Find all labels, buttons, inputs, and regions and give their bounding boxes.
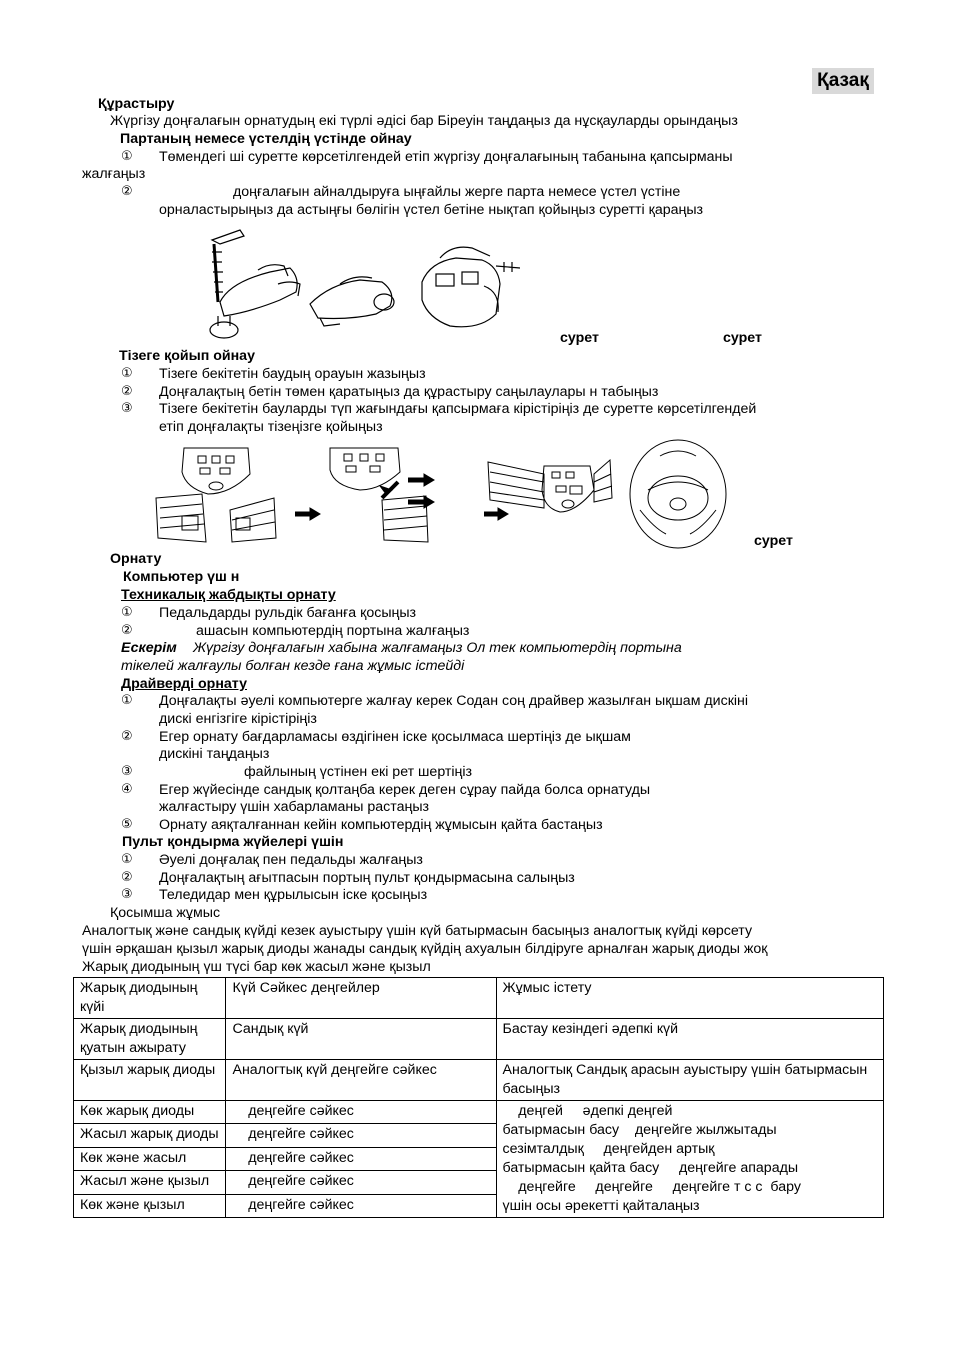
- wheel-clamp-illustration: [200, 222, 540, 344]
- step-marker: ②: [121, 184, 133, 199]
- step-marker: ②: [121, 384, 133, 399]
- table-cell: Сандық күй: [226, 1019, 496, 1060]
- driver-step: Орнату аяқталғаннан кейін компьютердің жұмысын қайта бастаңыз: [159, 817, 603, 833]
- table-header-cell: Жарық диодының күйі: [74, 978, 226, 1019]
- assembly-intro: Жүргізу доңғалағын орнатудың екі түрлі әдісі бар Біреуін таңдаңыз да нұсқауларды орындаңыз: [110, 113, 738, 129]
- pc-heading: Компьютер үш н: [123, 569, 240, 585]
- table-row: [74, 1019, 884, 1060]
- table-cell: Көк және қызыл: [74, 1194, 226, 1217]
- action-line: деңгейге деңгейге деңгейге т с с бару: [502, 1179, 801, 1195]
- lap-step3-line2: етіп доңғалақты тізеңізге қойыңыз: [159, 419, 383, 435]
- table-cell-merged-action: [496, 1101, 883, 1218]
- driver-step: дискі енгізгіге кірістіріңіз: [159, 711, 317, 727]
- extra-paragraph: үшін әрқашан қызыл жарық диоды жанады сандық күйдің ахуалын білдіруге арналған жарық диоды жоқ: [82, 941, 768, 957]
- step-marker: ①: [121, 149, 133, 164]
- console-step: Теледидар мен құрылысын іске қосыңыз: [159, 887, 428, 903]
- action-line: үшін осы әрекетті қайталаңыз: [502, 1198, 700, 1214]
- table-header-cell: Күй Сәйкес деңгейлер: [226, 978, 496, 1019]
- assembly-heading: Құрастыру: [98, 96, 175, 112]
- hw-step: Педальдарды рульдік бағанға қосыңыз: [159, 605, 417, 621]
- step-marker: ①: [121, 605, 133, 620]
- desk-heading: Партаның немесе үстелдің үстінде ойнау: [120, 131, 412, 147]
- table-cell: Қызыл жарық диоды: [74, 1060, 226, 1101]
- step-marker: ③: [121, 401, 133, 416]
- table-cell: Көк жарық диоды: [74, 1101, 226, 1124]
- lap-strap-illustration: [150, 438, 740, 550]
- action-line: батырмасын басу деңгейге жылжытады: [502, 1122, 777, 1138]
- table-cell: Аналогтық күй деңгейге сәйкес: [226, 1060, 496, 1101]
- step-marker: ④: [121, 782, 133, 797]
- desk-step2-line2: орналастырыңыз да астыңғы бөлігін үстел бетіне нықтап қойыңыз суретті қараңыз: [159, 202, 704, 218]
- console-step: Доңғалақтың ағытпасын портың пульт қондырмасына салыңыз: [159, 870, 575, 886]
- action-line: сезімталдық деңгейден артық: [502, 1141, 715, 1157]
- language-label: Қазақ: [812, 68, 874, 94]
- extra-paragraph: Аналогтық және сандық күйді кезек ауыстыру үшін күй батырмасын басыңыз аналогтық күйді көрсету: [82, 923, 753, 939]
- lap-step: Тізеге бекітетін бауларды түп жағындағы қапсырмаға кірістіріңіз де суретте көрсетілгендей: [159, 401, 757, 417]
- figure-caption: сурет: [723, 330, 762, 346]
- extra-heading: Қосымша жұмыс: [110, 905, 221, 921]
- lap-heading: Тізеге қойып ойнау: [119, 348, 255, 364]
- table-header-cell: Жұмыс істету: [496, 978, 883, 1019]
- led-status-table: [73, 977, 884, 1218]
- console-heading: Пульт қондырма жүйелері үшін: [122, 834, 344, 850]
- driver-step: жалғастыру үшін хабарламаны растаңыз: [159, 799, 430, 815]
- driver-step: Егер жүйесінде сандық қолтаңба керек деген сұрау пайда болса орнатуды: [159, 782, 651, 798]
- desk-step1-line1: Төмендегі ші суретте көрсетілгендей етіп жүргізу доңғалағының табанына қапсырманы: [159, 149, 733, 165]
- step-marker: ②: [121, 729, 133, 744]
- step-marker: ③: [121, 764, 133, 779]
- table-cell: Көк және жасыл: [74, 1147, 226, 1170]
- table-row: [74, 1060, 884, 1101]
- step-marker: ①: [121, 366, 133, 381]
- note-text: Жүргізу доңғалағын хабына жалғамаңыз Ол тек компьютердің портына: [193, 640, 682, 656]
- install-heading: Орнату: [110, 551, 162, 567]
- note-text: тікелей жалғаулы болған кезде ғана жұмыс істейді: [121, 658, 465, 674]
- table-cell: деңгейге сәйкес: [226, 1194, 496, 1217]
- table-cell: деңгейге сәйкес: [226, 1101, 496, 1124]
- table-cell: Жасыл жарық диоды: [74, 1124, 226, 1147]
- table-cell: Жасыл және қызыл: [74, 1171, 226, 1194]
- step-marker: ②: [121, 870, 133, 885]
- figure-caption: сурет: [754, 533, 793, 549]
- driver-step: дискіні таңдаңыз: [159, 746, 270, 762]
- driver-step: Доңғалақты әуелі компьютерге жалғау керек Содан соң драйвер жазылған ықшам дискіні: [159, 693, 749, 709]
- driver-heading: Драйверді орнату: [121, 676, 247, 692]
- driver-step: файлының үстінен екі рет шертіңіз: [244, 764, 473, 780]
- action-line: деңгей әдепкі деңгей: [502, 1103, 673, 1119]
- table-row: [74, 1101, 884, 1124]
- hw-step: ашасын компьютердің портына жалғаңыз: [196, 623, 470, 639]
- extra-paragraph: Жарық диодының үш түсі бар көк жасыл және қызыл: [82, 959, 431, 975]
- lap-step: Доңғалақтың бетін төмен қаратыңыз да құрастыру саңылаулары н табыңыз: [159, 384, 659, 400]
- driver-step: Егер орнату бағдарламасы өздігінен іске қосылмаса шертіңіз де ықшам: [159, 729, 631, 745]
- hardware-heading: Техникалық жабдықты орнату: [121, 587, 336, 603]
- table-cell: Жарық диодының қуатын ажырату: [74, 1019, 226, 1060]
- desk-step2-line1: доңғалағын айналдыруға ыңғайлы жерге парта немесе үстел үстіне: [233, 184, 681, 200]
- table-cell: Аналогтық Сандық арасын ауыстыру үшін батырмасын басыңыз: [496, 1060, 883, 1101]
- table-cell: деңгейге сәйкес: [226, 1124, 496, 1147]
- step-marker: ①: [121, 693, 133, 708]
- table-row: [74, 978, 884, 1019]
- desk-step1-line2: жалғаңыз: [82, 166, 146, 182]
- step-marker: ⑤: [121, 817, 133, 832]
- step-marker: ①: [121, 852, 133, 867]
- table-cell: деңгейге сәйкес: [226, 1171, 496, 1194]
- step-marker: ③: [121, 887, 133, 902]
- note-label: Ескерім: [121, 640, 177, 656]
- action-line: батырмасын қайта басу деңгейге апарады: [502, 1160, 799, 1176]
- figure-caption: сурет: [560, 330, 599, 346]
- lap-step: Тізеге бекітетін баудың орауын жазыңыз: [159, 366, 426, 382]
- table-cell: деңгейге сәйкес: [226, 1147, 496, 1170]
- console-step: Әуелі доңғалақ пен педальды жалғаңыз: [159, 852, 423, 868]
- step-marker: ②: [121, 623, 133, 638]
- table-cell: Бастау кезіндегі әдепкі күй: [496, 1019, 883, 1060]
